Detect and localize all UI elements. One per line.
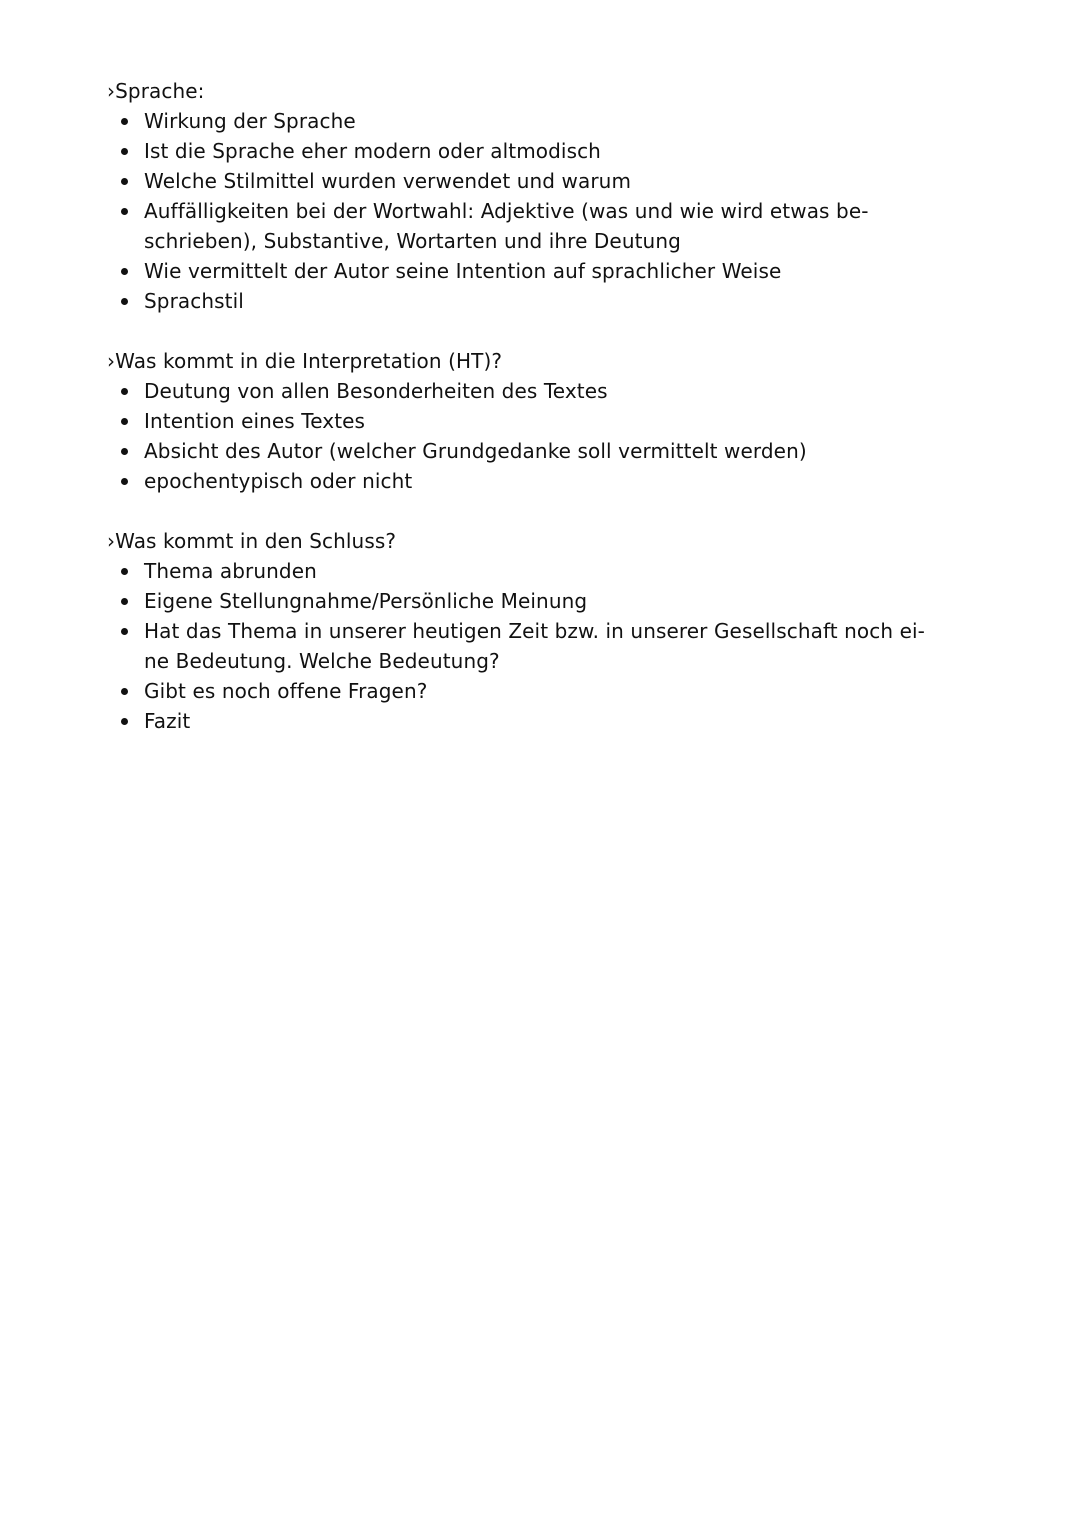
bullet-icon: [121, 688, 128, 695]
list-item: [107, 616, 977, 676]
bullet-icon: [121, 568, 128, 575]
list-item: [107, 136, 977, 166]
list-item-text: Eigene Stellungnahme/Persönliche Meinung: [144, 589, 588, 613]
list-item: [107, 106, 977, 136]
bullet-icon: [121, 178, 128, 185]
bullet-list: [107, 106, 977, 316]
bullet-icon: [121, 298, 128, 305]
list-item-text-continued: schrieben), Substantive, Wortarten und ihre Deutung: [144, 229, 681, 253]
list-item-text: epochentypisch oder nicht: [144, 469, 413, 493]
bullet-icon: [121, 418, 128, 425]
list-item-text: Welche Stilmittel wurden verwendet und warum: [144, 169, 632, 193]
list-item-text: Sprachstil: [144, 289, 244, 313]
list-item-text: Hat das Thema in unserer heutigen Zeit bzw. in unserer Gesellschaft noch ei-: [144, 619, 925, 643]
list-item: [107, 676, 977, 706]
bullet-icon: [121, 628, 128, 635]
list-item: [107, 286, 977, 316]
bullet-icon: [121, 448, 128, 455]
list-item-text: Wie vermittelt der Autor seine Intention auf sprachlicher Weise: [144, 259, 782, 283]
bullet-icon: [121, 268, 128, 275]
bullet-list: [107, 556, 977, 736]
list-item: [107, 406, 977, 436]
list-item-text: Gibt es noch offene Fragen?: [144, 679, 428, 703]
list-item-text: Ist die Sprache eher modern oder altmodisch: [144, 139, 601, 163]
section-schluss: [107, 526, 977, 736]
list-item: [107, 166, 977, 196]
list-item: [107, 706, 977, 736]
list-item: [107, 556, 977, 586]
list-item-text: Wirkung der Sprache: [144, 109, 356, 133]
list-item: [107, 196, 977, 256]
list-item: [107, 436, 977, 466]
list-item: [107, 256, 977, 286]
list-item-text: Absicht des Autor (welcher Grundgedanke soll vermittelt werden): [144, 439, 807, 463]
list-item: [107, 376, 977, 406]
bullet-icon: [121, 148, 128, 155]
section-heading: ›Was kommt in den Schluss?: [107, 529, 397, 553]
list-item-text: Thema abrunden: [144, 559, 317, 583]
section-heading: ›Sprache:: [107, 79, 205, 103]
bullet-icon: [121, 388, 128, 395]
list-item-text: Auffälligkeiten bei der Wortwahl: Adjektive (was und wie wird etwas be-: [144, 199, 869, 223]
section-sprache: [107, 76, 977, 316]
list-item-text: Intention eines Textes: [144, 409, 366, 433]
bullet-icon: [121, 718, 128, 725]
bullet-icon: [121, 118, 128, 125]
section-heading: ›Was kommt in die Interpretation (HT)?: [107, 349, 503, 373]
bullet-icon: [121, 478, 128, 485]
section-interpretation: [107, 346, 977, 496]
document-content: [107, 76, 977, 766]
bullet-list: [107, 376, 977, 496]
bullet-icon: [121, 598, 128, 605]
list-item-text: Fazit: [144, 709, 191, 733]
list-item: [107, 466, 977, 496]
list-item-text: Deutung von allen Besonderheiten des Textes: [144, 379, 608, 403]
bullet-icon: [121, 208, 128, 215]
list-item-text-continued: ne Bedeutung. Welche Bedeutung?: [144, 649, 500, 673]
list-item: [107, 586, 977, 616]
